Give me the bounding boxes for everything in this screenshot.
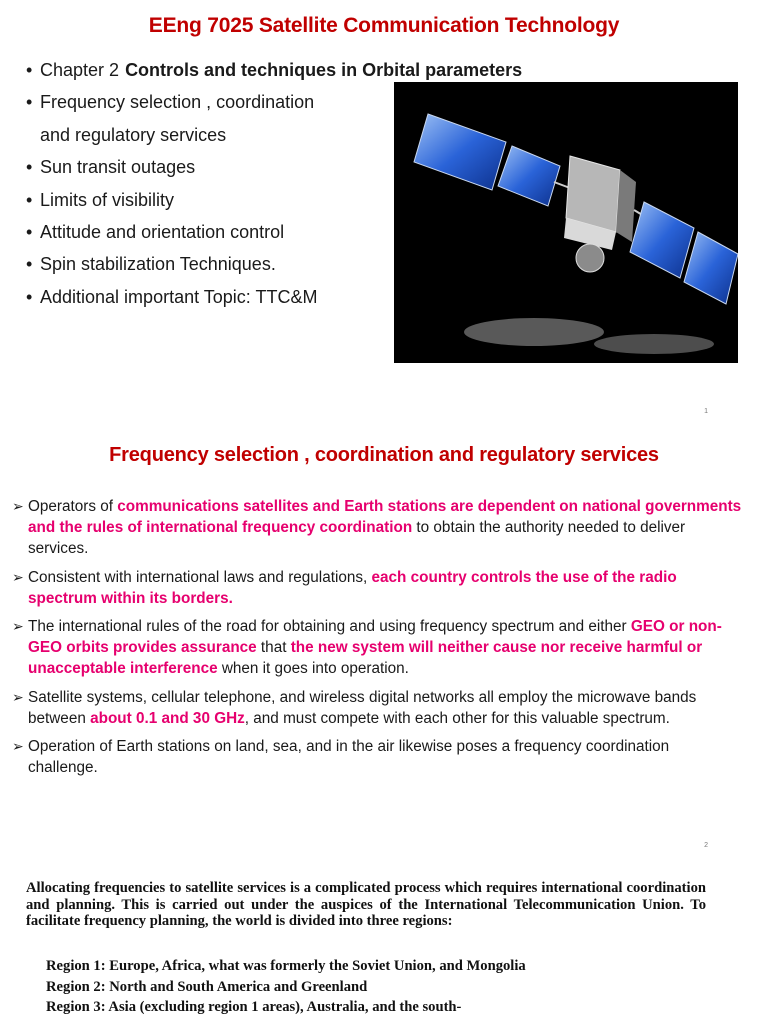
list-item: • Limits of visibility	[26, 189, 175, 210]
arrow-bullet-icon: ➢	[12, 618, 24, 634]
arrow-bullet-icon: ➢	[12, 568, 24, 585]
slide-2-title: Frequency selection , coordination and regulatory services	[109, 444, 659, 466]
slide-2	[0, 418, 768, 856]
list-item: • Frequency selection , coordination	[26, 92, 315, 113]
list-item: ➢ Operators of communications satellites and Earth stations are dependent on national governments and the rules of international frequency coordination to obtain the authority needed to deliver services.	[12, 498, 742, 557]
list-item: • Sun transit outages	[26, 157, 196, 178]
list-item: Region 2: North and South America and Greenland	[46, 978, 368, 995]
slide-1-bullet-list	[26, 54, 523, 313]
page-number: 2	[704, 842, 708, 849]
slide-2-arrow-list	[12, 496, 742, 786]
list-item: Region 3: Asia (excluding region 1 areas), Australia, and the south-	[46, 999, 462, 1015]
slide-1	[0, 0, 768, 418]
list-item: • Additional important Topic: TTC&M	[26, 286, 318, 307]
list-item: ➢ The international rules of the road for obtaining and using frequency spectrum and either GEO or non-GEO orbits provides assurance that the new system will neither cause nor receive harmful or unacceptable interference when it goes into operation.	[12, 618, 722, 677]
list-item: • Spin stabilization Techniques.	[26, 254, 276, 275]
arrow-bullet-icon: ➢	[12, 498, 24, 514]
page-number: 1	[704, 408, 708, 415]
satellite-icon	[394, 82, 738, 363]
satellite-over-earth-image	[394, 82, 738, 363]
slide-1-title: EEng 7025 Satellite Communication Technology	[148, 14, 620, 37]
slide-3	[0, 856, 768, 1024]
scanned-paragraph: Allocating frequencies to satellite services is a complicated process which requires international coordination and planning. This is carried out under the auspices of the International Telecommunication Union. To facilitate frequency planning, the world is divided into three regions:	[26, 880, 706, 929]
list-item: • Chapter 2 Controls and techniques in Orbital parameters	[26, 60, 523, 80]
arrow-bullet-icon: ➢	[12, 688, 24, 705]
list-item: and regulatory services	[40, 124, 227, 145]
list-item: ➢ Operation of Earth stations on land, sea, and in the air likewise poses a frequency coordination challenge.	[12, 738, 670, 776]
list-item: ➢ Consistent with international laws and regulations, each country controls the use of the radio spectrum within its borders.	[12, 568, 677, 607]
region-list	[46, 958, 706, 1020]
list-item: Region 1: Europe, Africa, what was formerly the Soviet Union, and Mongolia	[46, 958, 526, 974]
arrow-bullet-icon: ➢	[12, 738, 24, 754]
list-item: • Attitude and orientation control	[26, 222, 285, 243]
list-item: ➢ Satellite systems, cellular telephone, and wireless digital networks all employ the microwave bands between about 0.1 and 30 GHz, and must compete with each other for this valuable spectrum.	[12, 688, 697, 727]
